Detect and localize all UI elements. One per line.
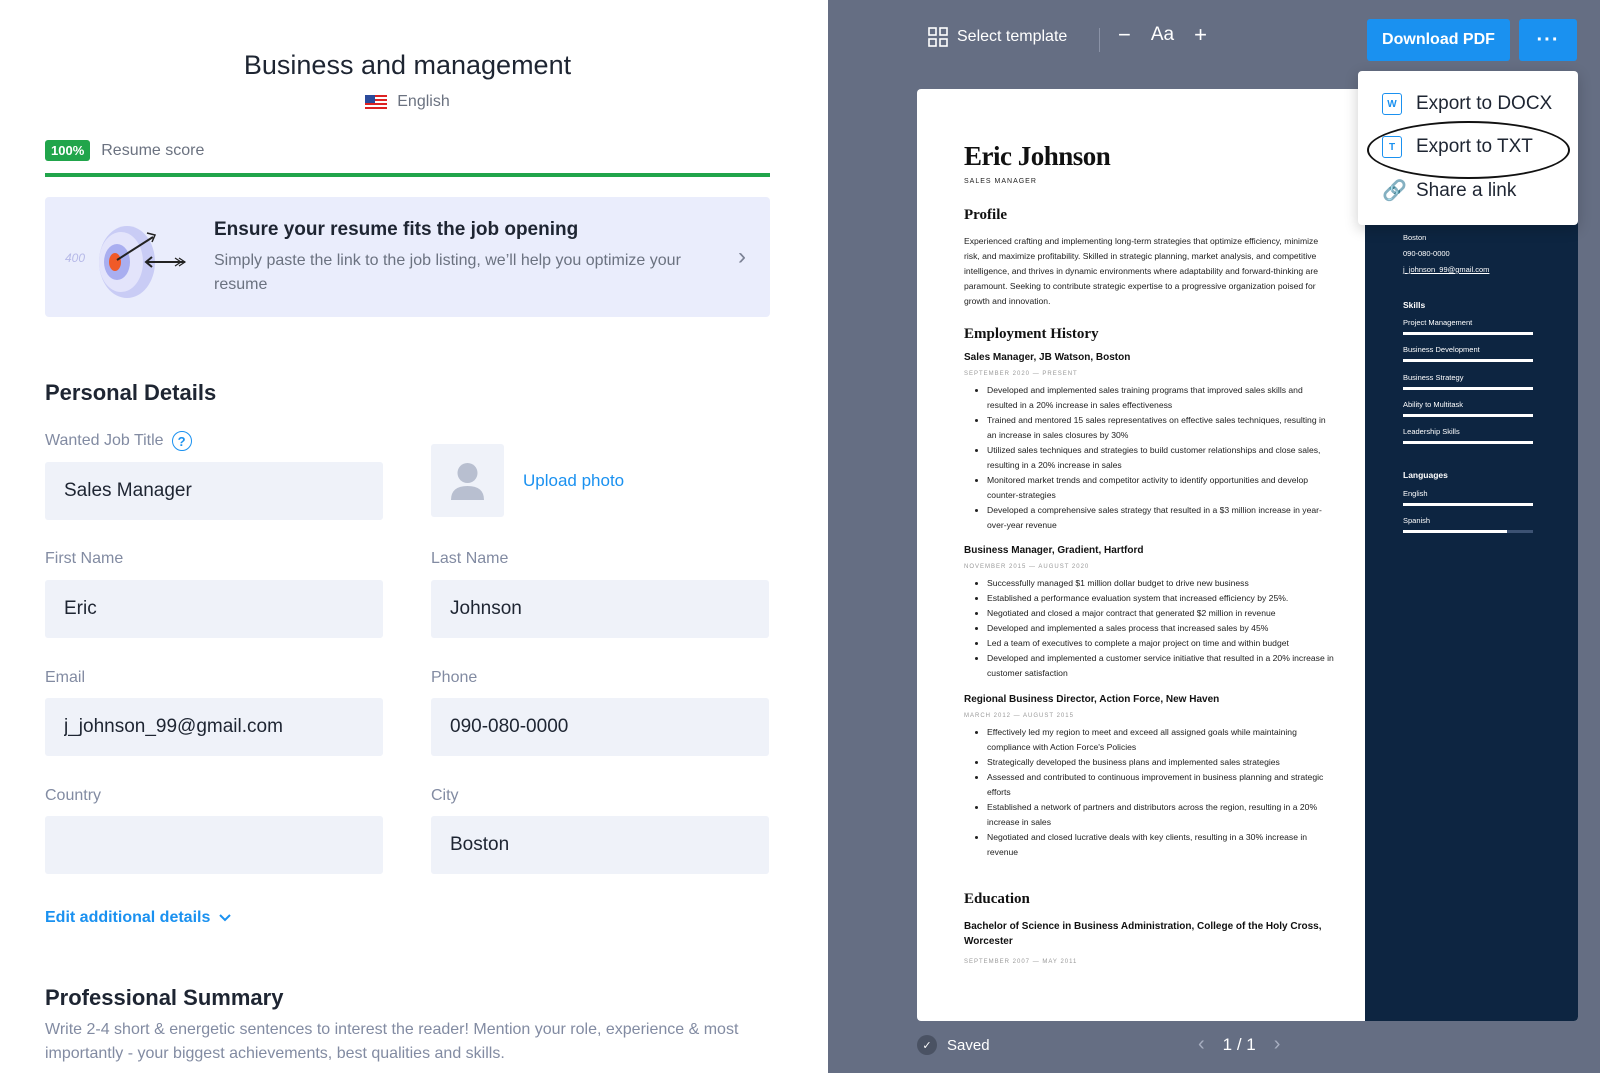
list-item: • Assessed and contributed to continuous improvement in business planning and strategic efforts: [987, 770, 1335, 800]
select-template-label: Select template: [957, 28, 1068, 45]
skill-item: [1403, 345, 1533, 362]
score-progress-bar: [45, 173, 770, 177]
skill-bar: [1403, 441, 1533, 444]
skills-heading: Skills: [1403, 300, 1426, 310]
list-item: • Developed a comprehensive sales strategy that resulted in a $3 million increase in year-over-year revenue: [987, 503, 1335, 533]
target-arrow-icon: [55, 207, 205, 307]
job-title-label: [45, 431, 192, 451]
resume-preview-panel: [828, 0, 1600, 1073]
list-item: • Developed and implemented sales training programs that improved sales skills and resulted in a 20% increase in sales effectiveness: [987, 383, 1335, 413]
job-date: SEPTEMBER 2020 — PRESENT: [964, 371, 1078, 377]
language-label: English: [397, 93, 450, 110]
txt-file-icon: T: [1382, 136, 1402, 158]
document-title[interactable]: Business and management: [243, 50, 572, 80]
job-title: Regional Business Director, Action Force, New Haven: [964, 694, 1220, 705]
job-date: MARCH 2012 — AUGUST 2015: [964, 713, 1074, 719]
job-bullets: [975, 383, 1335, 533]
language-item: [1403, 489, 1533, 506]
svg-text:400: 400: [65, 251, 86, 265]
resume-subtitle: SALES MANAGER: [964, 178, 1037, 185]
email-label: Email: [45, 669, 86, 686]
resume-page: [917, 89, 1578, 1021]
us-flag-icon: [365, 95, 387, 110]
sidebar-city: Boston: [1403, 233, 1427, 242]
edit-additional-label: Edit additional details: [45, 909, 211, 926]
skill-bar-fill: [1403, 441, 1533, 444]
employment-heading: Employment History: [964, 326, 1099, 342]
export-txt-item[interactable]: [1382, 136, 1533, 158]
sidebar-email: j_johnson_99@gmail.com: [1403, 265, 1490, 274]
skill-name: Ability to Multitask: [1403, 400, 1464, 409]
list-item: • Strategically developed the business plans and implemented sales strategies: [987, 755, 1335, 770]
download-pdf-button[interactable]: Download PDF: [1367, 19, 1510, 61]
job-fit-promo-card[interactable]: [45, 197, 770, 317]
skill-name: Business Strategy: [1403, 373, 1464, 382]
list-item: • Negotiated and closed lucrative deals with key clients, resulting in a 30% increase in revenue: [987, 830, 1335, 860]
skill-item: [1403, 318, 1533, 335]
city-label: City: [431, 787, 459, 804]
resume-name: Eric Johnson: [964, 141, 1111, 171]
list-item: • Negotiated and closed a major contract that generated $2 million in revenue: [987, 606, 1335, 621]
font-increase-button[interactable]: +: [1194, 22, 1207, 47]
summary-hint: Write 2-4 short & energetic sentences to interest the reader! Mention your role, experience & most importantly - your biggest achievements, best qualities and skills.: [45, 1021, 739, 1062]
last-name-input[interactable]: [431, 580, 769, 638]
help-icon[interactable]: ?: [172, 431, 192, 451]
share-link-label: Share a link: [1416, 179, 1517, 201]
skill-bar-fill: [1403, 387, 1533, 390]
check-icon: ✓: [917, 1035, 937, 1055]
last-name-label: Last Name: [431, 550, 509, 567]
avatar-placeholder-icon: [431, 444, 504, 517]
language-name: Spanish: [1403, 516, 1431, 525]
language-bar-fill: [1403, 503, 1533, 506]
promo-text: Simply paste the link to the job listing, we’ll help you optimize your resume: [214, 252, 681, 293]
profile-heading: Profile: [964, 207, 1008, 223]
more-options-button[interactable]: ···: [1519, 19, 1577, 61]
list-item: • Trained and mentored 15 sales representatives on effective sales techniques, resulting in an increase in sales closures by 30%: [987, 413, 1335, 443]
list-item: • Effectively led my region to meet and exceed all assigned goals while maintaining compliance with Action Force's Policies: [987, 725, 1335, 755]
job-bullets: [975, 576, 1335, 681]
skill-bar-fill: [1403, 359, 1533, 362]
language-name: English: [1403, 489, 1428, 498]
list-item: • Developed and implemented a customer service initiative that resulted in a 20% increase in customer satisfaction: [987, 651, 1335, 681]
score-progress-fill: [45, 173, 770, 177]
email-input[interactable]: [45, 698, 383, 756]
export-txt-label: Export to TXT: [1416, 136, 1533, 157]
list-item: • Monitored market trends and competitor activity to identify opportunities and develop counter-strategies: [987, 473, 1335, 503]
job-title: Sales Manager, JB Watson, Boston: [964, 352, 1131, 363]
font-decrease-button[interactable]: −: [1118, 22, 1131, 47]
job-date: NOVEMBER 2015 — AUGUST 2020: [964, 564, 1090, 570]
skill-bar: [1403, 387, 1533, 390]
job-bullets: [975, 725, 1335, 860]
personal-details-heading: Personal Details: [45, 380, 217, 405]
export-docx-label: Export to DOCX: [1416, 93, 1553, 114]
promo-title: Ensure your resume fits the job opening: [214, 219, 579, 240]
toolbar-divider: [1099, 28, 1100, 52]
job-title-label-text: Wanted Job Title: [45, 432, 164, 449]
resume-score: [45, 140, 204, 161]
languages-heading: Languages: [1403, 470, 1448, 480]
chevron-right-icon[interactable]: ›: [738, 243, 746, 270]
education-date: SEPTEMBER 2007 — MAY 2011: [964, 959, 1078, 965]
skill-name: Leadership Skills: [1403, 427, 1460, 436]
chevron-down-icon: [218, 913, 232, 923]
skill-bar: [1403, 359, 1533, 362]
font-size-label: Aa: [1150, 24, 1175, 45]
resume-sidebar: [1365, 89, 1578, 1021]
first-name-input[interactable]: [45, 580, 383, 638]
skill-name: Business Development: [1403, 345, 1480, 354]
skill-item: [1403, 400, 1533, 417]
select-template-button[interactable]: [928, 27, 1067, 47]
docx-file-icon: W: [1382, 93, 1402, 115]
next-page-icon[interactable]: ›: [1273, 1033, 1281, 1055]
language-bar: [1403, 530, 1533, 533]
save-status-label: Saved: [947, 1036, 990, 1054]
sidebar-phone: 090-080-0000: [1403, 249, 1450, 258]
profile-text: Experienced crafting and implementing long-term strategies that optimize efficiency, minimize risk, and maximize profitability. Skilled in strategic planning, market analysis, and competitive intelligence, and thrives in dynamic environments where adaptability and forward-thinking are paramount. Seeking to contribute strategic expertise to a progressive organization poised for growth and innovation.: [964, 236, 1319, 306]
photo-placeholder[interactable]: [431, 444, 504, 517]
skill-name: Project Management: [1403, 318, 1473, 327]
share-link-item[interactable]: [1382, 178, 1516, 203]
page-pager: [1198, 1033, 1280, 1056]
job-title-input[interactable]: [45, 462, 383, 520]
export-docx-item[interactable]: [1382, 93, 1552, 115]
score-label: Resume score: [101, 141, 205, 159]
language-bar-fill: [1403, 530, 1507, 533]
edit-additional-details-button[interactable]: [45, 909, 232, 927]
skill-bar: [1403, 332, 1533, 335]
job-title: Business Manager, Gradient, Hartford: [964, 545, 1144, 556]
list-item: • Successfully managed $1 million dollar budget to drive new business: [987, 576, 1335, 591]
list-item: • Led a team of executives to complete a major project on time and within budget: [987, 636, 1335, 651]
grid-icon: [928, 27, 948, 47]
score-badge: 100%: [45, 140, 90, 161]
link-icon: 🔗: [1382, 180, 1407, 202]
skill-item: [1403, 427, 1533, 444]
font-size-control: [1118, 22, 1207, 48]
list-item: • Utilized sales techniques and strategies to build customer relationships and close sales, resulting in a 20% increase in sales: [987, 443, 1335, 473]
phone-label: Phone: [431, 669, 478, 686]
list-item: • Established a network of partners and distributors across the region, resulting in a 20% increase in sales: [987, 800, 1335, 830]
skill-bar-fill: [1403, 414, 1533, 417]
skill-item: [1403, 373, 1533, 390]
professional-summary-heading: Professional Summary: [45, 985, 284, 1010]
save-status: [917, 1035, 990, 1055]
list-item: • Established a performance evaluation system that increased efficiency by 25%.: [987, 591, 1335, 606]
phone-input[interactable]: [431, 698, 769, 756]
education-title: Bachelor of Science in Business Administration, College of the Holy Cross, Worcester: [964, 921, 1322, 947]
language-bar: [1403, 503, 1533, 506]
skill-bar-fill: [1403, 332, 1533, 335]
prev-page-icon[interactable]: ‹: [1198, 1033, 1205, 1055]
first-name-label: First Name: [45, 550, 124, 567]
city-input[interactable]: [431, 816, 769, 874]
list-item: • Developed and implemented a sales process that increased sales by 45%: [987, 621, 1335, 636]
page-indicator: 1 / 1: [1222, 1034, 1256, 1054]
language-item: [1403, 516, 1533, 533]
language-selector[interactable]: [0, 93, 815, 111]
upload-photo-link[interactable]: Upload photo: [523, 471, 625, 490]
export-menu: [1358, 71, 1578, 225]
skill-bar: [1403, 414, 1533, 417]
country-label: Country: [45, 787, 102, 804]
education-heading: Education: [964, 891, 1030, 907]
country-input[interactable]: [45, 816, 383, 874]
